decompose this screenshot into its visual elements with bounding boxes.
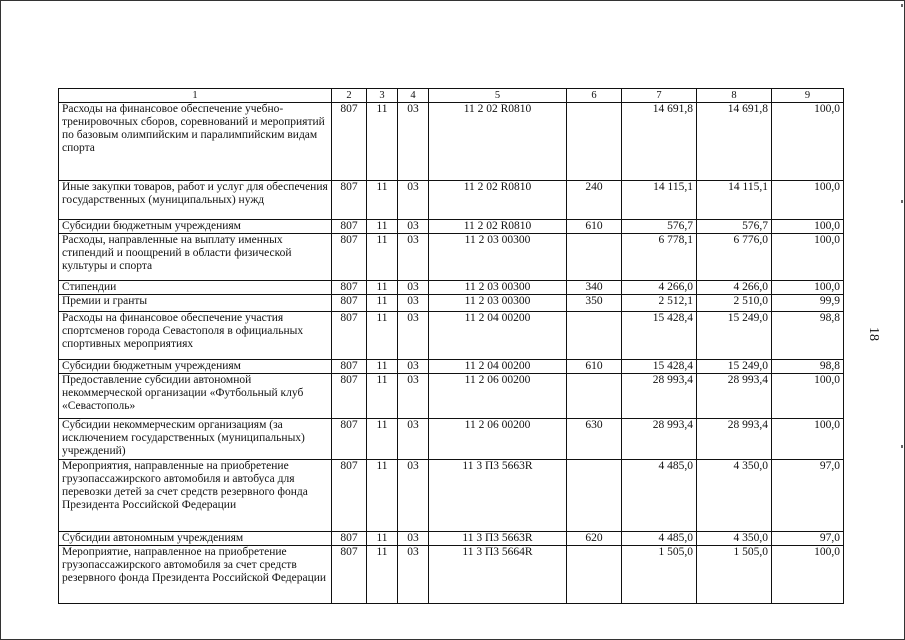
row-cell-col8: 14 691,8 <box>697 103 772 181</box>
row-name-cell: Расходы на финансовое обеспечение учебно-тренировочных сборов, соревнований и мероприятий по базовым олимпийским и паралимпийским видам спорта <box>59 103 332 181</box>
row-cell-col4: 03 <box>398 360 429 374</box>
row-cell-col8: 4 350,0 <box>697 460 772 532</box>
row-cell-col9: 97,0 <box>772 532 844 546</box>
row-cell-col4: 03 <box>398 532 429 546</box>
row-cell-col3: 11 <box>367 295 398 312</box>
row-cell-col5: 11 3 П3 5664R <box>429 546 567 604</box>
row-cell-col8: 14 115,1 <box>697 181 772 220</box>
row-cell-col2: 807 <box>332 103 367 181</box>
row-cell-col2: 807 <box>332 312 367 360</box>
row-cell-col6 <box>567 460 622 532</box>
row-cell-col2: 807 <box>332 181 367 220</box>
header-cell: 4 <box>398 89 429 103</box>
row-cell-col6: 340 <box>567 281 622 295</box>
row-cell-col9: 98,8 <box>772 312 844 360</box>
row-cell-col6: 630 <box>567 419 622 460</box>
row-name-cell: Иные закупки товаров, работ и услуг для обеспечения государственных (муниципальных) нужд <box>59 181 332 220</box>
row-cell-col9: 100,0 <box>772 220 844 234</box>
row-cell-col4: 03 <box>398 460 429 532</box>
row-cell-col4: 03 <box>398 374 429 419</box>
row-cell-col5: 11 2 06 00200 <box>429 419 567 460</box>
row-cell-col7: 576,7 <box>622 220 697 234</box>
row-cell-col9: 100,0 <box>772 281 844 295</box>
row-cell-col2: 807 <box>332 546 367 604</box>
table-row <box>59 220 844 234</box>
row-cell-col7: 15 428,4 <box>622 360 697 374</box>
header-cell: 2 <box>332 89 367 103</box>
scan-edge-mark <box>901 4 903 7</box>
row-cell-col9: 97,0 <box>772 460 844 532</box>
row-cell-col6 <box>567 546 622 604</box>
row-cell-col4: 03 <box>398 181 429 220</box>
row-cell-col8: 28 993,4 <box>697 419 772 460</box>
row-name-cell: Стипендии <box>59 281 332 295</box>
row-cell-col4: 03 <box>398 234 429 281</box>
row-name-cell: Субсидии автономным учреждениям <box>59 532 332 546</box>
table-row <box>59 295 844 312</box>
table-row <box>59 546 844 604</box>
row-cell-col9: 98,8 <box>772 360 844 374</box>
row-cell-col3: 11 <box>367 281 398 295</box>
row-cell-col7: 4 485,0 <box>622 460 697 532</box>
table-header-row <box>59 89 844 103</box>
row-cell-col3: 11 <box>367 532 398 546</box>
row-cell-col6 <box>567 234 622 281</box>
row-name-cell: Субсидии бюджетным учреждениям <box>59 360 332 374</box>
header-cell: 3 <box>367 89 398 103</box>
row-cell-col7: 4 266,0 <box>622 281 697 295</box>
table-row <box>59 374 844 419</box>
page-number: 18 <box>866 327 881 341</box>
row-cell-col6: 620 <box>567 532 622 546</box>
row-cell-col7: 1 505,0 <box>622 546 697 604</box>
row-cell-col5: 11 2 03 00300 <box>429 295 567 312</box>
row-name-cell: Расходы на финансовое обеспечение участия спортсменов города Севастополя в официальных спортивных мероприятиях <box>59 312 332 360</box>
row-cell-col7: 14 115,1 <box>622 181 697 220</box>
row-cell-col2: 807 <box>332 460 367 532</box>
scan-edge-mark <box>901 445 903 448</box>
row-cell-col3: 11 <box>367 181 398 220</box>
row-cell-col2: 807 <box>332 295 367 312</box>
header-cell: 8 <box>697 89 772 103</box>
row-cell-col3: 11 <box>367 220 398 234</box>
row-cell-col6 <box>567 103 622 181</box>
row-cell-col8: 2 510,0 <box>697 295 772 312</box>
row-cell-col6: 610 <box>567 220 622 234</box>
row-cell-col2: 807 <box>332 419 367 460</box>
row-cell-col8: 4 350,0 <box>697 532 772 546</box>
row-name-cell: Предоставление субсидии автономной некоммерческой организации «Футбольный клуб «Севастополь» <box>59 374 332 419</box>
row-cell-col4: 03 <box>398 103 429 181</box>
row-cell-col8: 1 505,0 <box>697 546 772 604</box>
row-cell-col7: 28 993,4 <box>622 419 697 460</box>
row-cell-col7: 15 428,4 <box>622 312 697 360</box>
table-row <box>59 103 844 181</box>
row-cell-col4: 03 <box>398 419 429 460</box>
table-row <box>59 532 844 546</box>
row-cell-col3: 11 <box>367 312 398 360</box>
row-cell-col8: 15 249,0 <box>697 360 772 374</box>
row-cell-col6 <box>567 312 622 360</box>
row-cell-col3: 11 <box>367 374 398 419</box>
header-cell: 9 <box>772 89 844 103</box>
row-cell-col6: 610 <box>567 360 622 374</box>
row-name-cell: Расходы, направленные на выплату именных стипендий и поощрений в области физической культуры и спорта <box>59 234 332 281</box>
row-name-cell: Субсидии бюджетным учреждениям <box>59 220 332 234</box>
header-cell: 7 <box>622 89 697 103</box>
row-cell-col5: 11 2 02 R0810 <box>429 220 567 234</box>
row-cell-col2: 807 <box>332 360 367 374</box>
row-cell-col5: 11 3 П3 5663R <box>429 460 567 532</box>
header-cell: 6 <box>567 89 622 103</box>
row-cell-col7: 2 512,1 <box>622 295 697 312</box>
row-cell-col8: 15 249,0 <box>697 312 772 360</box>
row-cell-col9: 99,9 <box>772 295 844 312</box>
row-cell-col3: 11 <box>367 419 398 460</box>
row-cell-col6: 350 <box>567 295 622 312</box>
row-name-cell: Мероприятие, направленное на приобретение грузопассажирского автомобиля за счет средств резервного фонда Президента Российской Федерации <box>59 546 332 604</box>
row-cell-col4: 03 <box>398 295 429 312</box>
table-row <box>59 281 844 295</box>
row-cell-col4: 03 <box>398 220 429 234</box>
row-cell-col8: 28 993,4 <box>697 374 772 419</box>
row-cell-col9: 100,0 <box>772 181 844 220</box>
row-cell-col5: 11 2 06 00200 <box>429 374 567 419</box>
row-cell-col5: 11 2 03 00300 <box>429 234 567 281</box>
row-name-cell: Субсидии некоммерческим организациям (за исключением государственных (муниципальных) учреждений) <box>59 419 332 460</box>
row-cell-col5: 11 2 04 00200 <box>429 312 567 360</box>
row-cell-col8: 4 266,0 <box>697 281 772 295</box>
budget-table <box>58 88 844 604</box>
row-cell-col7: 6 778,1 <box>622 234 697 281</box>
row-cell-col5: 11 3 П3 5663R <box>429 532 567 546</box>
row-cell-col3: 11 <box>367 360 398 374</box>
row-cell-col4: 03 <box>398 546 429 604</box>
row-cell-col2: 807 <box>332 532 367 546</box>
row-cell-col3: 11 <box>367 234 398 281</box>
table-row <box>59 234 844 281</box>
table-row <box>59 181 844 220</box>
table-row <box>59 312 844 360</box>
row-cell-col6 <box>567 374 622 419</box>
row-cell-col6: 240 <box>567 181 622 220</box>
row-cell-col3: 11 <box>367 460 398 532</box>
row-cell-col9: 100,0 <box>772 419 844 460</box>
row-cell-col3: 11 <box>367 546 398 604</box>
row-cell-col3: 11 <box>367 103 398 181</box>
row-cell-col2: 807 <box>332 220 367 234</box>
row-cell-col7: 28 993,4 <box>622 374 697 419</box>
row-cell-col8: 6 776,0 <box>697 234 772 281</box>
row-cell-col9: 100,0 <box>772 103 844 181</box>
row-cell-col4: 03 <box>398 281 429 295</box>
row-cell-col9: 100,0 <box>772 546 844 604</box>
row-cell-col9: 100,0 <box>772 234 844 281</box>
row-cell-col7: 14 691,8 <box>622 103 697 181</box>
row-cell-col5: 11 2 04 00200 <box>429 360 567 374</box>
row-cell-col8: 576,7 <box>697 220 772 234</box>
row-cell-col2: 807 <box>332 374 367 419</box>
header-cell: 5 <box>429 89 567 103</box>
row-cell-col5: 11 2 03 00300 <box>429 281 567 295</box>
row-cell-col4: 03 <box>398 312 429 360</box>
table-body <box>59 89 844 604</box>
row-name-cell: Премии и гранты <box>59 295 332 312</box>
row-cell-col2: 807 <box>332 234 367 281</box>
header-cell: 1 <box>59 89 332 103</box>
row-cell-col5: 11 2 02 R0810 <box>429 103 567 181</box>
row-cell-col9: 100,0 <box>772 374 844 419</box>
row-name-cell: Мероприятия, направленные на приобретение грузопассажирского автомобиля и автобуса для перевозки детей за счет средств резервного фонда Президента Российской Федерации <box>59 460 332 532</box>
row-cell-col5: 11 2 02 R0810 <box>429 181 567 220</box>
table-row <box>59 419 844 460</box>
row-cell-col7: 4 485,0 <box>622 532 697 546</box>
row-cell-col2: 807 <box>332 281 367 295</box>
scan-edge-mark <box>901 200 903 203</box>
table-row <box>59 360 844 374</box>
table-row <box>59 460 844 532</box>
